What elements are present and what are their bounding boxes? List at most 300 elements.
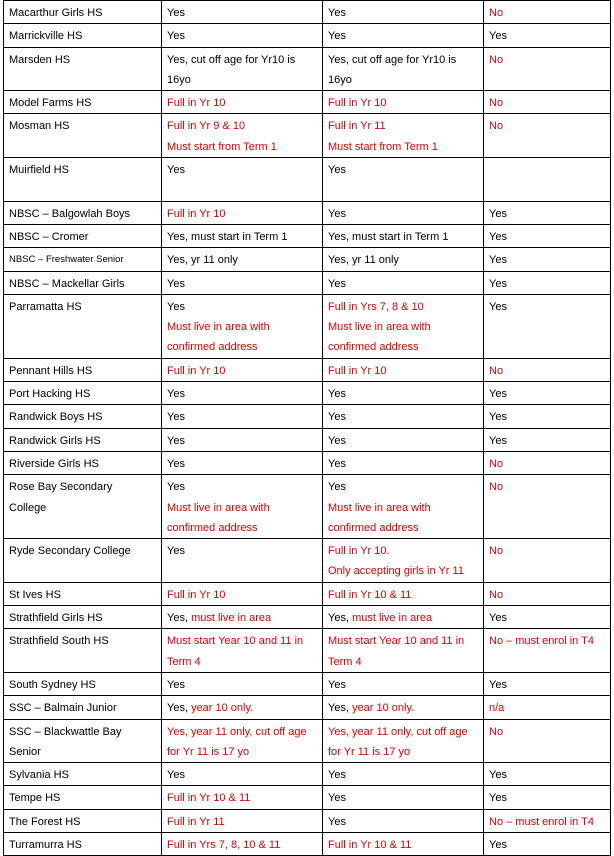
cell-text: Yes <box>328 457 346 470</box>
cell-text-line <box>167 742 317 762</box>
cell-text: Must start Year 10 and 11 in <box>328 635 465 648</box>
cell-text: Yes <box>489 769 507 782</box>
cell-text-line <box>167 160 317 180</box>
cell-text: Must start Year 10 and 11 in <box>167 635 304 648</box>
cell-text-line <box>489 698 605 718</box>
cell-text-line <box>167 3 317 23</box>
cell-text-line <box>489 585 605 605</box>
cell-text: Yes <box>489 30 507 43</box>
cell-text: Yes, cut off age for Yr10 is <box>328 53 457 66</box>
cell-text: Yes <box>328 792 346 805</box>
school-name-cell <box>4 832 162 855</box>
school-name-cell <box>4 539 162 583</box>
cell-text-line <box>489 477 605 497</box>
cell-text-line <box>167 431 317 451</box>
table-row <box>4 428 611 451</box>
cell-text-line <box>167 835 317 855</box>
year11-status-cell <box>323 382 484 405</box>
cell-text-line <box>489 431 605 451</box>
cell-text: Yes <box>167 481 185 494</box>
cell-text: Yes <box>328 769 346 782</box>
cell-text-line <box>328 631 478 651</box>
cell-text-line <box>167 250 317 270</box>
cell-text: Must start from Term 1 <box>167 140 277 153</box>
enrolment-status-cell <box>484 248 611 271</box>
cell-text-line <box>328 541 478 561</box>
cell-text: No <box>489 364 504 377</box>
year10-status-cell <box>162 832 323 855</box>
cell-text: Yes, yr 11 only <box>328 254 399 267</box>
cell-text-line <box>167 585 317 605</box>
cell-text: Yes <box>167 411 185 424</box>
year11-status-cell <box>323 224 484 247</box>
year11-status-cell <box>323 114 484 158</box>
cell-text: Yes <box>489 434 507 447</box>
cell-text-line <box>328 50 478 70</box>
cell-text-line <box>328 431 478 451</box>
enrolment-status-cell <box>484 405 611 428</box>
year10-status-cell <box>162 24 323 47</box>
school-name-cell <box>4 696 162 719</box>
cell-text: Yes <box>167 7 185 19</box>
cell-text-line <box>167 477 317 497</box>
cell-text-line <box>489 93 605 113</box>
cell-text-line <box>489 454 605 474</box>
cell-text: Yes <box>489 277 507 290</box>
cell-text-line <box>167 116 317 136</box>
year11-status-cell <box>323 606 484 629</box>
cell-text-line <box>328 337 478 357</box>
school-name-cell <box>4 91 162 114</box>
cell-text-line <box>167 26 317 46</box>
cell-text: Yes <box>167 164 185 177</box>
enrolment-status-cell <box>484 294 611 358</box>
cell-text-line: Port Hacking HS <box>9 388 91 401</box>
cell-text-line <box>489 204 605 224</box>
cell-text: Yes <box>167 769 185 782</box>
cell-text-line: SSC – Blackwattle Bay <box>9 725 122 738</box>
year10-status-cell <box>162 358 323 381</box>
year10-status-cell <box>162 271 323 294</box>
cell-text: Term 4 <box>328 655 362 668</box>
year11-status-cell <box>323 696 484 719</box>
year10-status-cell <box>162 763 323 786</box>
school-name-cell <box>4 475 162 539</box>
cell-text: Term 4 <box>167 655 201 668</box>
cell-text-line: NBSC – Balgowlah Boys <box>9 207 131 220</box>
school-name-cell <box>4 201 162 224</box>
cell-text-line <box>167 788 317 808</box>
cell-text: No <box>489 53 504 66</box>
cell-text: No <box>489 725 504 738</box>
year11-status-cell <box>323 475 484 539</box>
cell-text-line <box>489 274 605 294</box>
enrolment-status-cell <box>484 763 611 786</box>
cell-text: Yes <box>328 815 346 828</box>
year11-status-cell <box>323 158 484 202</box>
cell-text: No <box>489 588 504 601</box>
cell-text: Yes <box>489 838 507 851</box>
year10-status-cell <box>162 582 323 605</box>
cell-text: Only accepting girls in Yr 11 <box>328 565 464 578</box>
cell-text-line: Strathfield Girls HS <box>9 612 103 625</box>
school-name-cell <box>4 786 162 809</box>
year10-status-cell <box>162 47 323 91</box>
cell-text-line: Riverside Girls HS <box>9 457 99 470</box>
year11-status-cell <box>323 582 484 605</box>
cell-text-highlight: year 10 only. <box>352 702 415 715</box>
cell-text-line <box>167 274 317 294</box>
cell-text: n/a <box>489 702 505 715</box>
year10-status-cell <box>162 629 323 673</box>
year11-status-cell <box>323 405 484 428</box>
table-row <box>4 475 611 539</box>
cell-text: No <box>489 457 504 470</box>
school-name-cell <box>4 763 162 786</box>
cell-text: Yes <box>328 481 346 494</box>
cell-text-line: NBSC – Freshwater Senior <box>9 254 124 266</box>
cell-text-line <box>328 160 478 180</box>
table-row <box>4 47 611 91</box>
cell-text-line <box>328 561 478 581</box>
school-name-cell <box>4 158 162 202</box>
cell-text: Yes <box>489 207 507 220</box>
table-row <box>4 248 611 271</box>
cell-text-line <box>328 384 478 404</box>
cell-text-line <box>489 765 605 785</box>
school-name-cell <box>4 248 162 271</box>
enrolment-status-cell <box>484 47 611 91</box>
cell-text-line <box>167 608 317 628</box>
cell-text-line <box>167 518 317 538</box>
school-name-cell <box>4 629 162 673</box>
cell-text-highlight: must live in area <box>352 612 433 625</box>
table-row <box>4 763 611 786</box>
table-row <box>4 158 611 202</box>
enrolment-status-cell <box>484 158 611 202</box>
cell-text-line <box>328 742 478 762</box>
cell-text: Yes <box>167 388 185 401</box>
cell-text-line <box>328 454 478 474</box>
cell-text-line <box>167 227 317 247</box>
year10-status-cell <box>162 294 323 358</box>
cell-text-line <box>167 722 317 742</box>
school-name-cell <box>4 24 162 47</box>
cell-text-line <box>489 384 605 404</box>
cell-text: Yes <box>328 30 346 43</box>
cell-text-line <box>328 698 478 718</box>
cell-text-line: Macarthur Girls HS <box>9 7 103 19</box>
year10-status-cell <box>162 672 323 695</box>
cell-text: Yes <box>167 457 185 470</box>
enrolment-status-cell <box>484 606 611 629</box>
cell-text-line: Marrickville HS <box>9 30 83 43</box>
table-row <box>4 405 611 428</box>
cell-text: Full in Yr 10 <box>167 364 226 377</box>
cell-text: for Yr 11 is 17 yo <box>328 745 411 758</box>
table-row <box>4 539 611 583</box>
cell-text: Yes <box>328 164 346 177</box>
cell-text-line <box>328 652 478 672</box>
year11-status-cell <box>323 809 484 832</box>
cell-text-line <box>328 477 478 497</box>
enrolment-status-cell <box>484 224 611 247</box>
year11-status-cell <box>323 248 484 271</box>
enrolment-status-cell <box>484 672 611 695</box>
cell-text: Yes <box>489 388 507 401</box>
year11-status-cell <box>323 294 484 358</box>
school-name-cell <box>4 224 162 247</box>
cell-text: Yes <box>167 30 185 43</box>
year11-status-cell <box>323 47 484 91</box>
cell-text: Must live in area with <box>167 501 270 514</box>
year11-status-cell <box>323 719 484 763</box>
cell-text-line <box>167 317 317 337</box>
school-name-cell <box>4 809 162 832</box>
year11-status-cell <box>323 629 484 673</box>
cell-text: Yes <box>489 230 507 243</box>
school-name-cell <box>4 47 162 91</box>
cell-text: Full in Yr 10 <box>167 207 226 220</box>
cell-text-line <box>328 70 478 90</box>
cell-text-line <box>328 722 478 742</box>
cell-text: Full in Yr 10 <box>167 97 226 110</box>
cell-text: 16yo <box>167 73 191 86</box>
table-row <box>4 24 611 47</box>
cell-text: Yes <box>489 254 507 267</box>
cell-text: confirmed address <box>167 521 258 534</box>
cell-text: No – must enrol in T4 <box>489 635 594 648</box>
enrolment-status-cell <box>484 475 611 539</box>
cell-text-line <box>328 3 478 23</box>
cell-text-line <box>328 788 478 808</box>
cell-text: confirmed address <box>167 341 258 354</box>
cell-text: Must start from Term 1 <box>328 140 438 153</box>
enrolment-status-cell <box>484 719 611 763</box>
school-name-cell <box>4 358 162 381</box>
enrolment-status-cell <box>484 114 611 158</box>
school-name-cell <box>4 606 162 629</box>
cell-text-line <box>489 812 605 832</box>
cell-text-line <box>489 116 605 136</box>
cell-text: Full in Yr 10 <box>328 364 387 377</box>
cell-text-line <box>328 765 478 785</box>
year10-status-cell <box>162 224 323 247</box>
enrolment-status-cell <box>484 382 611 405</box>
cell-text-line: Randwick Girls HS <box>9 434 101 447</box>
cell-text-line: NBSC – Cromer <box>9 230 89 243</box>
cell-text: Full in Yr 10 <box>328 97 387 110</box>
cell-text: Full in Yr 10 <box>167 588 226 601</box>
year11-status-cell <box>323 451 484 474</box>
year11-status-cell <box>323 763 484 786</box>
cell-text-line: St Ives HS <box>9 588 61 601</box>
table-row <box>4 1 611 24</box>
cell-text-line: Tempe HS <box>9 792 61 805</box>
cell-text-line: Model Farms HS <box>9 97 92 110</box>
cell-text-line <box>489 407 605 427</box>
cell-text: Yes, <box>167 702 192 715</box>
cell-text-line <box>167 407 317 427</box>
cell-text-highlight: year 10 only. <box>191 702 254 715</box>
enrolment-status-cell <box>484 539 611 583</box>
cell-text-line <box>328 297 478 317</box>
enrolment-status-cell <box>484 696 611 719</box>
enrolment-status-cell <box>484 358 611 381</box>
cell-text: Full in Yrs 7, 8, 10 & 11 <box>167 838 281 851</box>
table-row <box>4 629 611 673</box>
school-name-cell <box>4 405 162 428</box>
cell-text-line <box>328 812 478 832</box>
school-name-cell <box>4 382 162 405</box>
table-row <box>4 294 611 358</box>
enrolment-status-cell <box>484 629 611 673</box>
cell-text: Yes, year 11 only, cut off age <box>167 725 307 738</box>
cell-text-line <box>167 454 317 474</box>
school-name-cell <box>4 428 162 451</box>
cell-text-line <box>489 541 605 561</box>
table-row <box>4 451 611 474</box>
cell-text: Yes <box>167 678 185 691</box>
cell-text-line <box>489 297 605 317</box>
year10-status-cell <box>162 382 323 405</box>
cell-text: Yes <box>328 388 346 401</box>
cell-text: Yes, must start in Term 1 <box>328 230 449 243</box>
cell-text-line: Randwick Boys HS <box>9 411 103 424</box>
cell-text-line: Sylvania HS <box>9 769 69 782</box>
cell-text-line <box>167 765 317 785</box>
cell-text-line: Turramurra HS <box>9 838 82 851</box>
cell-text: Yes <box>167 434 185 447</box>
cell-text-line <box>489 361 605 381</box>
year10-status-cell <box>162 1 323 24</box>
cell-text-line: South Sydney HS <box>9 678 96 691</box>
table-row <box>4 696 611 719</box>
year11-status-cell <box>323 271 484 294</box>
cell-text: Full in Yr 11 <box>167 815 225 828</box>
school-name-cell <box>4 271 162 294</box>
cell-text-line <box>328 137 478 157</box>
cell-text-line <box>328 835 478 855</box>
cell-text: confirmed address <box>328 341 419 354</box>
year10-status-cell <box>162 405 323 428</box>
cell-text: Yes <box>328 277 346 290</box>
cell-text-line <box>167 204 317 224</box>
cell-text-line <box>489 788 605 808</box>
cell-text-line <box>328 498 478 518</box>
year10-status-cell <box>162 114 323 158</box>
cell-text: for Yr 11 is 17 yo <box>167 745 250 758</box>
cell-text-line <box>328 608 478 628</box>
year11-status-cell <box>323 832 484 855</box>
cell-text-line: Muirfield HS <box>9 164 69 177</box>
cell-text: Must live in area with <box>328 321 431 334</box>
cell-text: Yes <box>167 277 185 290</box>
cell-text-line <box>489 250 605 270</box>
table-row <box>4 606 611 629</box>
year10-status-cell <box>162 786 323 809</box>
cell-text: confirmed address <box>328 521 419 534</box>
cell-text-line <box>328 204 478 224</box>
cell-text-line <box>167 812 317 832</box>
cell-text: Yes <box>489 678 507 691</box>
cell-text: Full in Yr 10. <box>328 545 390 558</box>
year10-status-cell <box>162 248 323 271</box>
cell-text: Yes, must start in Term 1 <box>167 230 288 243</box>
cell-text-line: NBSC – Mackellar Girls <box>9 277 125 290</box>
table-row <box>4 114 611 158</box>
school-name-cell <box>4 719 162 763</box>
cell-text-line <box>167 698 317 718</box>
cell-text-line <box>489 26 605 46</box>
cell-text: No <box>489 7 504 19</box>
cell-text-line: Strathfield South HS <box>9 635 109 648</box>
enrolment-status-cell <box>484 271 611 294</box>
school-name-cell <box>4 1 162 24</box>
cell-text: Yes <box>328 207 346 220</box>
cell-text-line <box>328 361 478 381</box>
year11-status-cell <box>323 91 484 114</box>
table-row <box>4 786 611 809</box>
year10-status-cell <box>162 539 323 583</box>
cell-text-line: Parramatta HS <box>9 300 82 313</box>
school-name-cell <box>4 294 162 358</box>
cell-text-line <box>328 317 478 337</box>
cell-text: Full in Yr 10 & 11 <box>167 792 251 805</box>
cell-text: No <box>489 97 504 110</box>
year11-status-cell <box>323 539 484 583</box>
year10-status-cell <box>162 451 323 474</box>
table-row <box>4 91 611 114</box>
cell-text-line: College <box>9 501 47 514</box>
cell-text-line <box>489 227 605 247</box>
enrolment-status-cell <box>484 24 611 47</box>
school-name-cell <box>4 451 162 474</box>
year10-status-cell <box>162 719 323 763</box>
table-row <box>4 382 611 405</box>
table-row <box>4 582 611 605</box>
cell-text-line: Pennant Hills HS <box>9 364 93 377</box>
cell-text: Yes, yr 11 only <box>167 254 238 267</box>
cell-text-line <box>489 50 605 70</box>
cell-text: Must live in area with <box>167 321 270 334</box>
cell-text: Full in Yr 9 & 10 <box>167 120 246 133</box>
cell-text-line: Ryde Secondary College <box>9 545 131 558</box>
cell-text-line <box>167 297 317 317</box>
table-row <box>4 271 611 294</box>
table-row <box>4 358 611 381</box>
cell-text-line <box>167 137 317 157</box>
table-body <box>4 1 611 856</box>
cell-text-line <box>167 631 317 651</box>
cell-text-line <box>489 3 605 23</box>
year11-status-cell <box>323 24 484 47</box>
cell-text-line <box>328 585 478 605</box>
cell-text-line <box>167 384 317 404</box>
cell-text: Yes, <box>167 612 192 625</box>
year11-status-cell <box>323 428 484 451</box>
school-name-cell <box>4 114 162 158</box>
cell-text: Full in Yr 11 <box>328 120 386 133</box>
cell-text-line <box>489 835 605 855</box>
cell-text: Yes <box>489 612 507 625</box>
cell-text: Full in Yr 10 & 11 <box>328 838 412 851</box>
cell-text-line <box>328 116 478 136</box>
cell-text: Yes, year 11 only, cut off age <box>328 725 468 738</box>
year11-status-cell <box>323 1 484 24</box>
cell-text-line <box>328 93 478 113</box>
cell-text-line <box>328 274 478 294</box>
